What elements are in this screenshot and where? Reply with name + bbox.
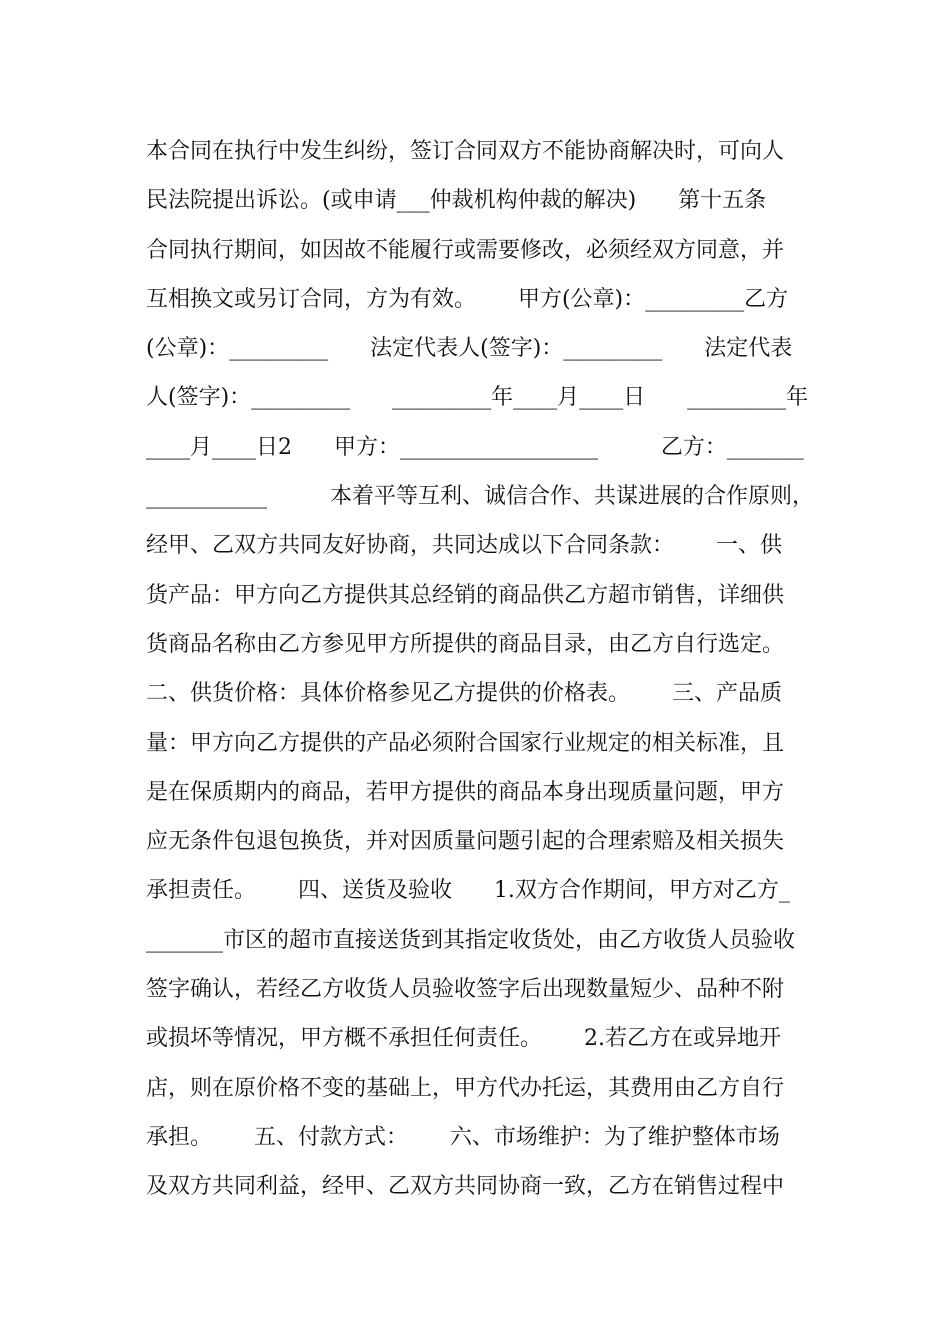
text-line-14: 是在保质期内的商品，若甲方提供的商品本身出现质量问题，甲方	[146, 779, 785, 805]
text-line-11: 货商品名称由乙方参见甲方所提供的商品目录，由乙方自行选定。	[146, 631, 785, 657]
text-line-10: 货产品：甲方向乙方提供其总经销的商品供乙方超市销售，详细供	[146, 582, 785, 608]
text-line-17: _______市区的超市直接送货到其指定收货处，由乙方收货人员验收	[146, 927, 796, 953]
text-line-6: 人(签字)：_________ _________年____月____日 _________年	[146, 385, 809, 411]
text-line-5: (公章)：_________ 法定代表人(签字)：_________ 法定代表	[146, 336, 793, 362]
text-line-4: 互相换文或另订合同，方为有效。 甲方(公章)：_________乙方	[146, 286, 789, 312]
text-line-18: 签字确认，若经乙方收货人员验收签字后出现数量短少、品种不附	[146, 977, 785, 1003]
text-line-19: 或损坏等情况，甲方概不承担任何责任。 2.若乙方在或异地开	[146, 1026, 781, 1052]
text-line-20: 店，则在原价格不变的基础上，甲方代办托运，其费用由乙方自行	[146, 1075, 785, 1101]
text-line-8: ___________ 本着平等互利、诚信合作、共谋进展的合作原则，	[146, 484, 814, 510]
text-line-16: 承担责任。 四、送货及验收 1.双方合作期间，甲方对乙方_	[146, 878, 790, 904]
text-line-2: 民法院提出诉讼。(或申请___仲裁机构仲裁的解决) 第十五条	[146, 188, 767, 214]
text-line-21: 承担。 五、付款方式： 六、市场维护：为了维护整体市场	[146, 1124, 780, 1150]
text-line-7: ____月____日2 甲方：__________________ 乙方：_______	[146, 434, 804, 460]
text-line-1: 本合同在执行中发生纠纷，签订合同双方不能协商解决时，可向人	[146, 139, 785, 164]
text-line-15: 应无条件包退包换货，并对因质量问题引起的合理索赔及相关损失	[146, 829, 785, 855]
contract-text	[146, 127, 816, 1212]
text-line-3: 合同执行期间，如因故不能履行或需要修改，必须经双方同意，并	[146, 237, 785, 263]
text-line-13: 量：甲方向乙方提供的产品必须附合国家行业规定的相关标准，且	[146, 730, 785, 756]
text-line-9: 经甲、乙双方共同友好协商，共同达成以下合同条款： 一、供	[146, 533, 782, 559]
text-line-22: 及双方共同利益，经甲、乙双方共同协商一致，乙方在销售过程中	[146, 1174, 785, 1200]
text-line-12: 二、供货价格：具体价格参见乙方提供的价格表。 三、产品质	[146, 681, 782, 707]
